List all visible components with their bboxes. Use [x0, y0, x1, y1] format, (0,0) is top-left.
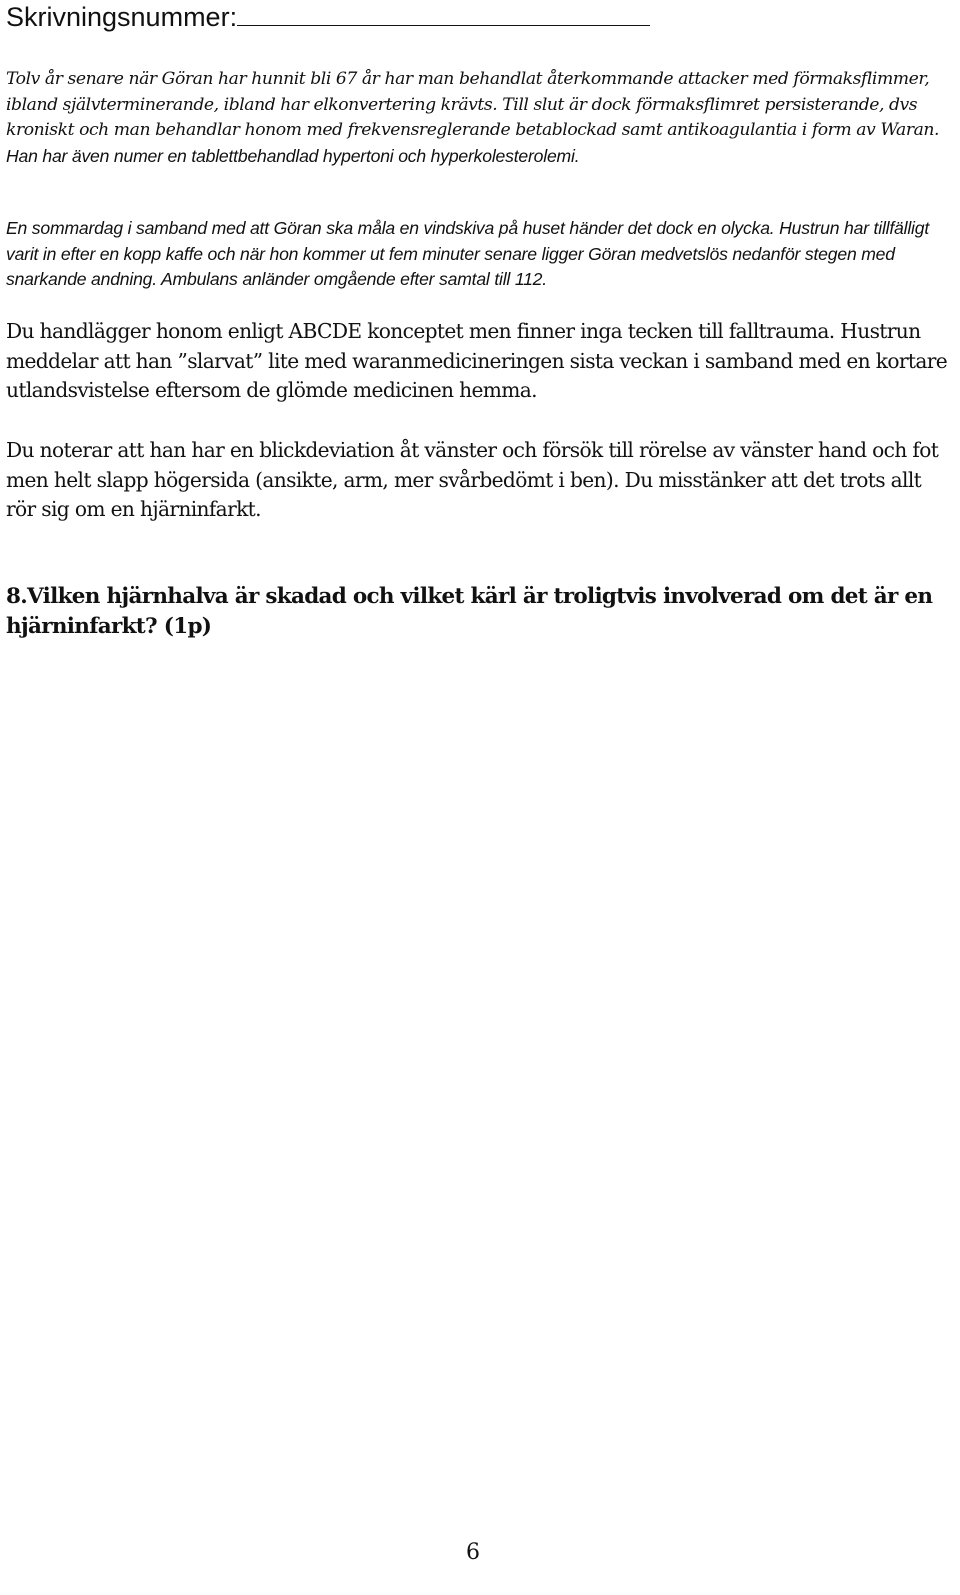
intro-text-part2: Han har även numer en tablettbehandlad hypertoni och hyperkolesterolemi. — [6, 145, 580, 166]
intro-text-part1: Tolv år senare när Göran har hunnit bli 67 år har man behandlat återkommande attacker med förmaksflimmer, ibland självterminerande, ibland har elkonvertering krävts. Till slut är dock förmaksflimret persisterande, dvs kroniskt och man behandlar honom med frekvensreglerande betablockad samt antikoagulantia i form av Waran. — [6, 69, 940, 140]
intro-paragraph — [6, 67, 951, 169]
accident-paragraph: En sommardag i samband med att Göran ska måla en vindskiva på huset händer det dock en olycka. Hustrun har tillfälligt varit in efter en kopp kaffe och när hon kommer ut fem minuter senare ligger Göran medvetslös nedanför stegen med snarkande andning. Ambulans anländer omgående efter samtal till 112. — [6, 218, 930, 289]
exam-number-label: Skrivningsnummer: — [6, 2, 238, 32]
exam-number-header — [6, 2, 650, 33]
findings-paragraph: Du noterar att han har en blickdeviation åt vänster och försök till rörelse av vänster hand och fot men helt slapp högersida (ansikte, arm, mer svårbedömt i ben). Du misstänker att det trots allt rör sig om en hjärninfarkt. — [6, 438, 939, 521]
exam-number-blank-line — [237, 3, 650, 26]
abcde-paragraph: Du handlägger honom enligt ABCDE konceptet men finner inga tecken till falltrauma. Hustrun meddelar att han ”slarvat” lite med waranmedicineringen sista veckan i samband med en kortare utlandsvistelse eftersom de glömde medicinen hemma. — [6, 319, 948, 402]
question-8: 8.Vilken hjärnhalva är skadad och vilket kärl är troligtvis involverad om det är en hjärninfarkt? (1p) — [6, 584, 933, 639]
page-number: 6 — [466, 1540, 480, 1565]
